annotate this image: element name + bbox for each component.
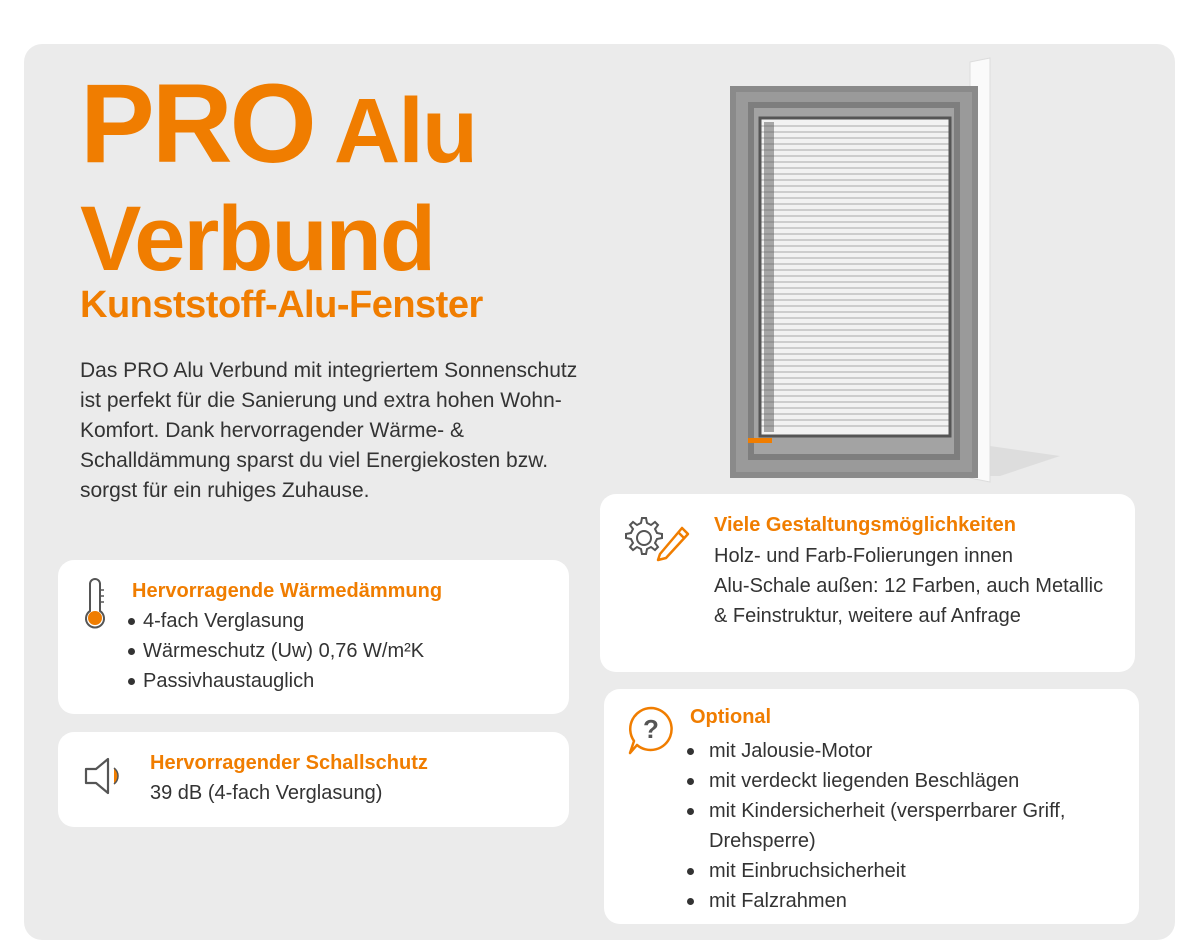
list-item: 4-fach Verglasung (128, 606, 424, 636)
intro-text: Das PRO Alu Verbund mit integriertem Sonnenschutz ist perfekt für die Sanierung und extra hohen Wohn-Komfort. Dank hervorragender Wärme- & Schalldämmung sparst du viel Energiekosten bzw. sorgst für ein ruhiges Zuhause. (80, 359, 578, 502)
design-line: Alu-Schale außen: 12 Farben, auch Metallic (714, 575, 1104, 597)
optional-list (687, 736, 1107, 916)
list-item: Passivhaustauglich (128, 666, 424, 696)
thermometer-icon (80, 578, 110, 630)
sound-title: Hervorragender Schallschutz (150, 752, 428, 774)
optional-title: Optional (690, 706, 772, 728)
design-line: & Feinstruktur, weitere auf Anfrage (714, 605, 1021, 627)
list-item: mit Einbruchsicherheit (687, 856, 1107, 886)
svg-text:?: ? (643, 714, 659, 744)
list-item: Wärmeschutz (Uw) 0,76 W/m²K (128, 636, 424, 666)
card-thermal-insulation (58, 560, 569, 714)
gear-pencil-icon (620, 514, 692, 562)
card-sound-insulation (58, 732, 569, 827)
card-optional (604, 689, 1139, 924)
question-bubble-icon (626, 705, 676, 757)
list-item: mit Kindersicherheit (versperrbarer Griff, Drehsperre) (687, 796, 1107, 856)
sound-text: 39 dB (4-fach Verglasung) (150, 782, 383, 804)
list-item: mit Jalousie-Motor (687, 736, 1107, 766)
design-line: Holz- und Farb-Folierungen innen (714, 545, 1014, 567)
product-subtitle: Kunststoff-Alu-Fenster (80, 284, 483, 326)
title-alu: Alu (333, 80, 477, 182)
thermal-list (128, 606, 424, 696)
list-item: mit verdeckt liegenden Beschlägen (687, 766, 1107, 796)
thermal-title: Hervorragende Wärmedämmung (132, 580, 443, 602)
speaker-icon (82, 756, 130, 796)
window-product-image (720, 56, 1080, 488)
title-pro: PRO (80, 61, 314, 186)
card-design-options (600, 494, 1135, 672)
product-title (80, 61, 477, 293)
title-verbund: Verbund (80, 188, 435, 290)
design-title: Viele Gestaltungsmöglichkeiten (714, 514, 1016, 536)
list-item: mit Falzrahmen (687, 886, 1107, 916)
